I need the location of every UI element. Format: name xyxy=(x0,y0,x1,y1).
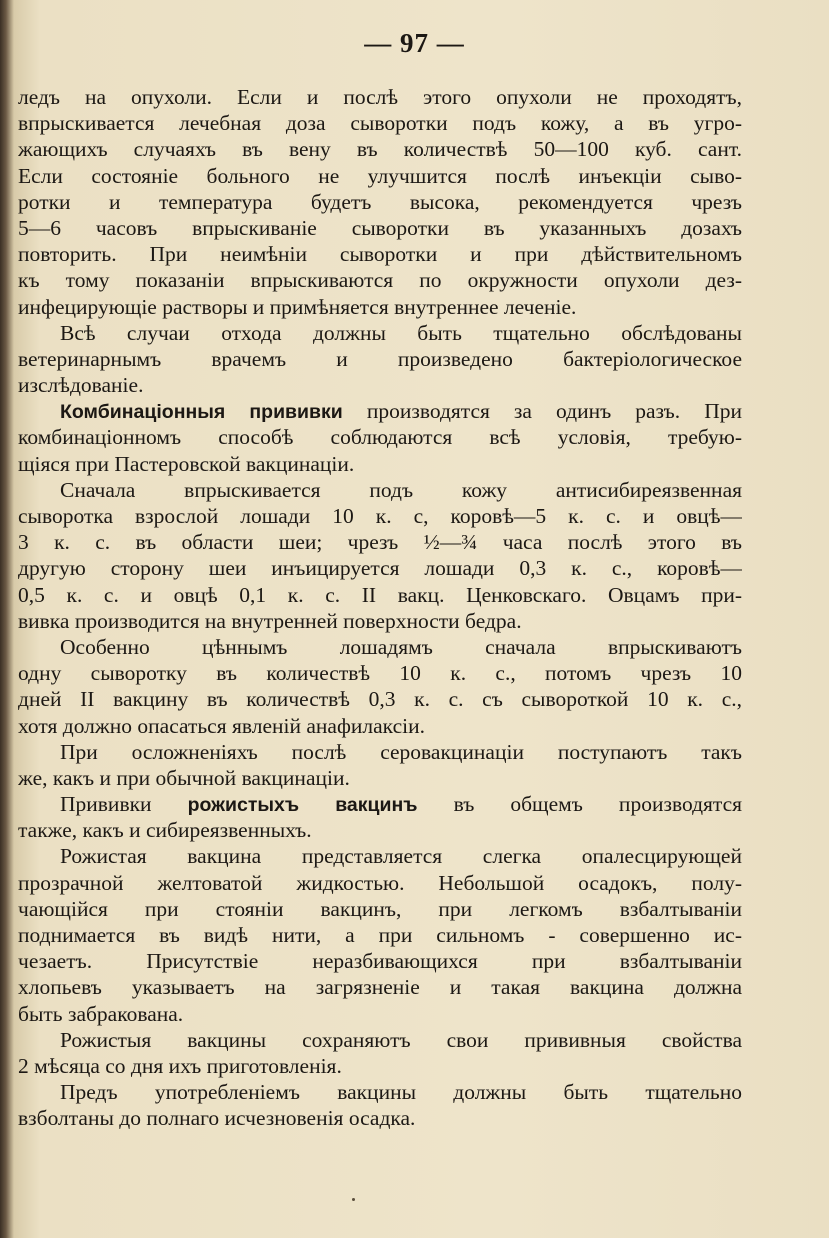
text-line: повторить. При неимѣнiи сыворотки и при дѣйствительномъ xyxy=(18,242,742,267)
text-line: жающихъ случаяхъ въ вену въ количествѣ 50—100 куб. сант. xyxy=(18,137,742,162)
text-line: щiяся при Пастеровской вакцинацiи. xyxy=(18,451,355,476)
paragraph xyxy=(18,84,742,320)
text-line: впрыскивается лечебная доза сыворотки подъ кожу, а въ угро- xyxy=(18,111,742,136)
text-line: также, какъ и сибиреязвенныхъ. xyxy=(18,818,312,843)
text-line: одну сыворотку въ количествѣ 10 к. с., потомъ чрезъ 10 xyxy=(18,661,742,686)
text-line: Сначала впрыскивается подъ кожу антисибиреязвенная xyxy=(60,477,742,502)
text-line xyxy=(18,398,742,424)
text-line: къ тому показанiи впрыскиваются по окружности опухоли дез- xyxy=(18,268,742,293)
text-line: Если состоянiе больного не улучшится послѣ инъекцiи сыво- xyxy=(18,163,742,188)
text-line: хлопьевъ указываетъ на загрязненiе и такая вакцина должна xyxy=(18,975,742,1000)
text-line: быть забракована. xyxy=(18,1001,184,1026)
paragraph xyxy=(18,739,742,791)
text-line: другую сторону шеи инъицируется лошади 0,3 к. с., коровѣ— xyxy=(18,556,742,581)
text-line: ледъ на опухоли. Если и послѣ этого опухоли не проходятъ, xyxy=(18,85,742,109)
text-line: Всѣ случаи отхода должны быть тщательно обслѣдованы xyxy=(60,320,742,345)
text-line: 5—6 часовъ впрыскиванiе сыворотки въ указанныхъ дозахъ xyxy=(18,215,742,240)
bold-term: Комбинацiонныя прививки xyxy=(60,401,343,424)
text-line: Предъ употребленiемъ вакцины должны быть тщательно xyxy=(60,1080,742,1105)
text-line: сыворотка взрослой лошади 10 к. с, коровѣ—5 к. с. и овцѣ— xyxy=(18,504,742,528)
text-line xyxy=(18,791,742,817)
text-line: инфецирующiе растворы и примѣняется внутреннее леченiе. xyxy=(18,294,577,319)
text-line: поднимается въ видѣ нити, а при сильномъ - совершенно ис- xyxy=(18,923,742,947)
bold-term: рожистыхъ вакцинъ xyxy=(187,794,418,817)
paragraph xyxy=(18,398,742,477)
line-lead-text: Прививки xyxy=(60,792,188,817)
text-line: изслѣдованiе. xyxy=(18,373,144,398)
paragraph xyxy=(18,477,742,634)
page-body xyxy=(18,84,742,1132)
text-line: 3 к. с. въ области шеи; чрезъ ½—¾ часа послѣ этого въ xyxy=(18,530,742,555)
line-text: въ общемъ производятся xyxy=(417,792,742,817)
text-line: чезаетъ. Присутствiе неразбивающихся при взбалтыванiи xyxy=(18,949,742,974)
paragraph xyxy=(18,634,742,739)
text-line: Особенно цѣннымъ лошадямъ сначала впрыскиваютъ xyxy=(60,634,742,659)
text-line: хотя должно опасаться явленiй анафилаксiи. xyxy=(18,713,425,738)
text-line: прозрачной желтоватой жидкостью. Небольшой осадокъ, полу- xyxy=(18,870,742,895)
text-line: Рожистая вакцина представляется слегка опалесцирующей xyxy=(60,844,742,869)
paper-speck xyxy=(352,1198,355,1201)
paragraph xyxy=(18,791,742,843)
text-line: ротки и температура будетъ высока, рекомендуется чрезъ xyxy=(18,189,742,214)
text-line: чающiйся при стоянiи вакцинъ, при легкомъ взбалтыванiи xyxy=(18,896,742,921)
text-line: взболтаны до полнаго исчезновенiя осадка. xyxy=(18,1106,416,1131)
text-line: ветеринарнымъ врачемъ и произведено бактерiологическое xyxy=(18,346,742,371)
text-line: же, какъ и при обычной вакцинацiи. xyxy=(18,765,350,790)
paragraph xyxy=(18,1027,742,1079)
text-line: комбинацiонномъ способѣ соблюдаются всѣ условiя, требую- xyxy=(18,425,742,450)
line-text: производятся за одинъ разъ. При xyxy=(342,399,742,424)
text-line: 0,5 к. с. и овцѣ 0,1 к. с. II вакц. Ценковскаго. Овцамъ при- xyxy=(18,582,742,607)
text-line: 2 мѣсяца со дня ихъ приготовленiя. xyxy=(18,1053,342,1078)
text-line: Рожистыя вакцины сохраняютъ свои прививныя свойства xyxy=(60,1027,742,1052)
paragraph xyxy=(18,320,742,399)
text-line: дней II вакцину въ количествѣ 0,3 к. с. съ сывороткой 10 к. с., xyxy=(18,687,742,712)
paragraph xyxy=(18,843,742,1026)
text-line: вивка производится на внутренней поверхности бедра. xyxy=(18,608,522,633)
page-number: — 97 — xyxy=(364,28,465,58)
paragraph xyxy=(18,1079,742,1131)
text-line: При осложненiяхъ послѣ серовакцинацiи поступаютъ такъ xyxy=(60,739,742,764)
